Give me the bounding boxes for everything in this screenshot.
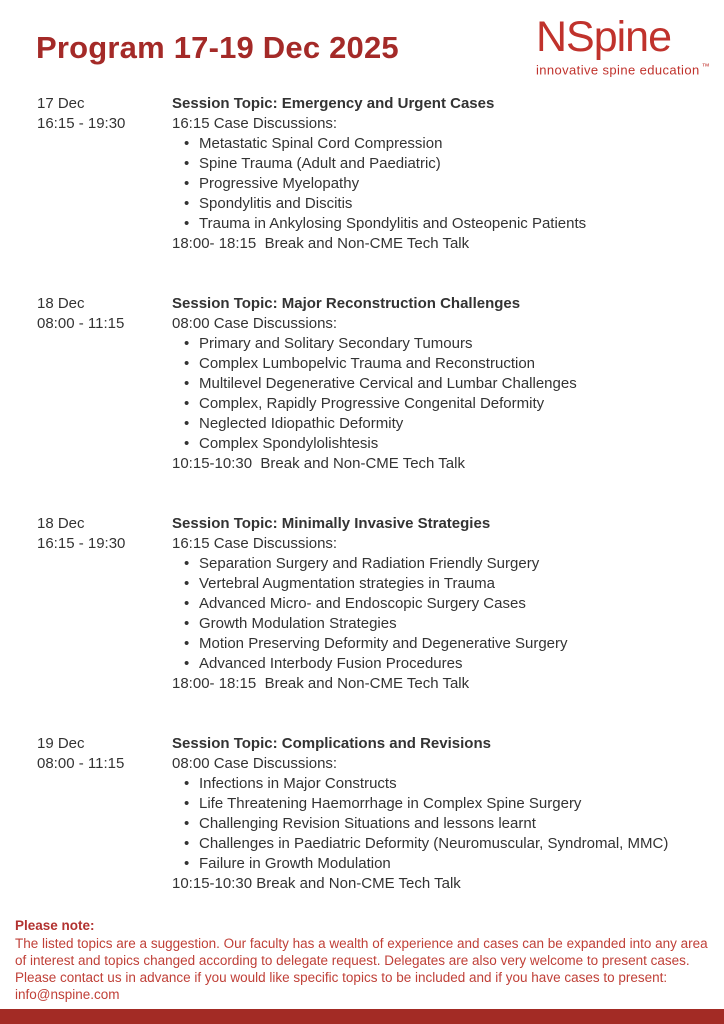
logo-tagline xyxy=(536,62,710,77)
session-body xyxy=(172,294,708,474)
footer-accent-bar xyxy=(0,1009,724,1024)
session-case-item: • Infections in Major Constructs xyxy=(172,774,708,794)
session-case-item: • Metastatic Spinal Cord Compression xyxy=(172,134,708,154)
nspine-logo xyxy=(535,13,710,78)
session-topic: Session Topic: Complications and Revisions xyxy=(172,735,491,752)
session-meta xyxy=(37,294,172,474)
session-date: 18 Dec xyxy=(37,515,85,532)
session-case-item: • Growth Modulation Strategies xyxy=(172,614,708,634)
session-topic: Session Topic: Emergency and Urgent Cases xyxy=(172,95,495,112)
session-case-item: • Primary and Solitary Secondary Tumours xyxy=(172,334,708,354)
page-header xyxy=(0,0,724,88)
session-topic: Session Topic: Minimally Invasive Strategies xyxy=(172,515,491,532)
session-break-line: 10:15-10:30 Break and Non-CME Tech Talk xyxy=(172,455,465,472)
session-time: 08:00 - 11:15 xyxy=(37,315,125,332)
session-block-2 xyxy=(37,294,708,474)
session-body xyxy=(172,514,708,694)
session-break-line: 18:00- 18:15 Break and Non-CME Tech Talk xyxy=(172,235,470,252)
page-title: Program 17-19 Dec 2025 xyxy=(36,30,399,65)
session-case-list xyxy=(172,554,708,674)
session-intro: 16:15 Case Discussions: xyxy=(172,535,338,552)
session-case-item: • Complex Lumbopelvic Trauma and Reconstruction xyxy=(172,354,708,374)
session-body xyxy=(172,734,708,894)
session-case-item: • Challenging Revision Situations and lessons learnt xyxy=(172,814,708,834)
contact-email: info@nspine.com xyxy=(15,987,120,1002)
session-date: 18 Dec xyxy=(37,295,85,312)
session-case-item: • Vertebral Augmentation strategies in Trauma xyxy=(172,574,708,594)
session-case-item: • Life Threatening Haemorrhage in Complex Spine Surgery xyxy=(172,794,708,814)
session-meta xyxy=(37,94,172,254)
session-case-item: • Advanced Micro- and Endoscopic Surgery Cases xyxy=(172,594,708,614)
logo-wordmark: NSpine xyxy=(535,13,671,61)
session-body xyxy=(172,94,708,254)
sessions-list xyxy=(37,94,708,894)
session-break-line: 10:15-10:30 Break and Non-CME Tech Talk xyxy=(172,875,461,892)
session-case-item: • Motion Preserving Deformity and Degenerative Surgery xyxy=(172,634,708,654)
session-time: 08:00 - 11:15 xyxy=(37,755,125,772)
session-case-item: • Advanced Interbody Fusion Procedures xyxy=(172,654,708,674)
session-block-4 xyxy=(37,734,708,894)
session-intro: 08:00 Case Discussions: xyxy=(172,755,338,772)
session-intro: 16:15 Case Discussions: xyxy=(172,115,338,132)
session-case-item: • Neglected Idiopathic Deformity xyxy=(172,414,708,434)
session-block-1 xyxy=(37,94,708,254)
note-body xyxy=(15,935,709,1003)
session-break-line: 18:00- 18:15 Break and Non-CME Tech Talk xyxy=(172,675,470,692)
please-note-section xyxy=(15,917,709,1003)
session-date: 17 Dec xyxy=(37,95,85,112)
session-intro: 08:00 Case Discussions: xyxy=(172,315,338,332)
session-time: 16:15 - 19:30 xyxy=(37,535,126,552)
note-heading: Please note: xyxy=(15,918,95,933)
session-case-list xyxy=(172,134,708,234)
session-case-item: • Failure in Growth Modulation xyxy=(172,854,708,874)
session-case-item: • Progressive Myelopathy xyxy=(172,174,708,194)
session-date: 19 Dec xyxy=(37,735,85,752)
trademark-symbol: ™ xyxy=(701,62,710,71)
session-time: 16:15 - 19:30 xyxy=(37,115,126,132)
note-body-text: The listed topics are a suggestion. Our faculty has a wealth of experience and cases can be expanded into any area of interest and topics changed according to delegate request. Delegates are also very welcome to present cases. Please contact us in advance if you would like specific topics to be included and if you have cases to present: xyxy=(15,936,708,985)
session-case-item: • Multilevel Degenerative Cervical and Lumbar Challenges xyxy=(172,374,708,394)
session-block-3 xyxy=(37,514,708,694)
session-meta xyxy=(37,734,172,894)
session-meta xyxy=(37,514,172,694)
session-case-item: • Complex Spondylolishtesis xyxy=(172,434,708,454)
session-case-list xyxy=(172,334,708,454)
session-case-item: • Complex, Rapidly Progressive Congenital Deformity xyxy=(172,394,708,414)
session-case-item: • Trauma in Ankylosing Spondylitis and Osteopenic Patients xyxy=(172,214,708,234)
session-case-item: • Spine Trauma (Adult and Paediatric) xyxy=(172,154,708,174)
session-case-item: • Separation Surgery and Radiation Friendly Surgery xyxy=(172,554,708,574)
session-case-list xyxy=(172,774,708,874)
session-case-item: • Challenges in Paediatric Deformity (Neuromuscular, Syndromal, MMC) xyxy=(172,834,708,854)
session-case-item: • Spondylitis and Discitis xyxy=(172,194,708,214)
session-topic: Session Topic: Major Reconstruction Challenges xyxy=(172,295,521,312)
logo-tagline-text: innovative spine education xyxy=(535,62,700,78)
